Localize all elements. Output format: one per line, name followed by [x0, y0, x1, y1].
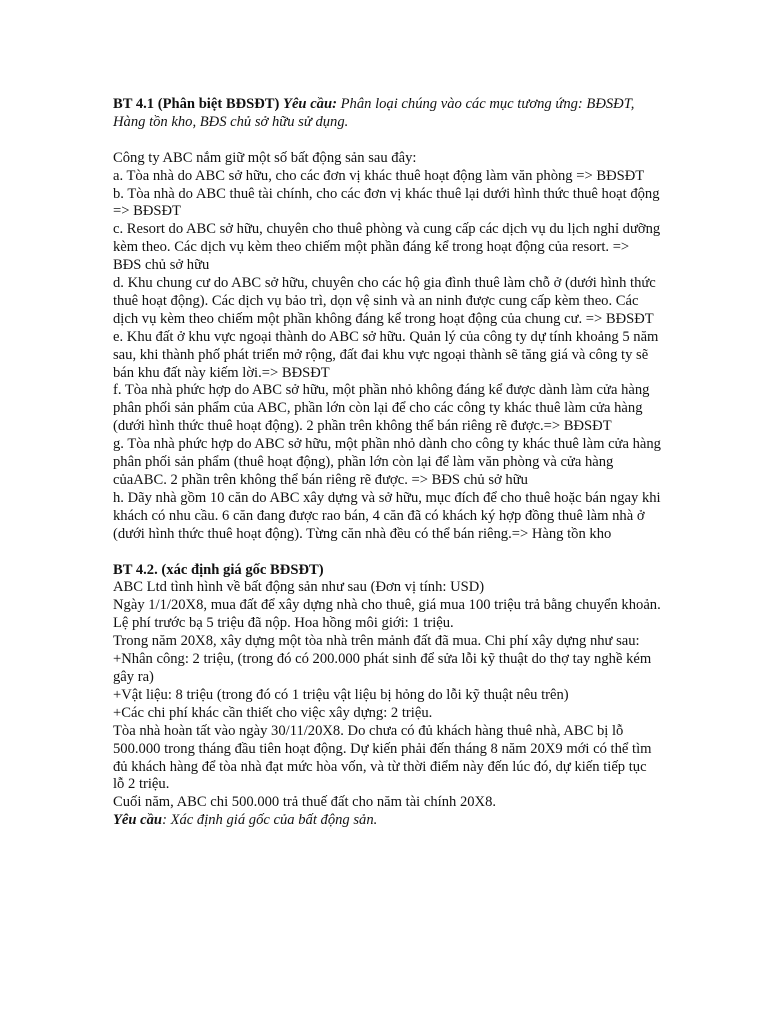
bt41-item-d: d. Khu chung cư do ABC sở hữu, chuyên cho các hộ gia đình thuê làm chỗ ở (dưới hình thức thuê hoạt động). Các dịch vụ bảo trì, dọn vệ sinh và an ninh được cung cấp kèm theo. Các dịch vụ kèm theo chiếm một phần không đáng kể trong hoạt động của chung cư. => BĐSĐT — [113, 275, 656, 327]
bt41-item-g: g. Tòa nhà phức hợp do ABC sở hữu, một phần nhỏ dành cho công ty khác thuê làm cửa hàng phân phối sản phẩm (thuê hoạt động), phần lớn còn lại để làm văn phòng và cửa hàng củaABC. 2 phần trên không thể bán riêng rẽ được. => BĐS chủ sở hữu — [113, 436, 661, 489]
bt42-line: +Vật liệu: 8 triệu (trong đó có 1 triệu vật liệu bị hỏng do lỗi kỹ thuật nêu trên) — [113, 686, 569, 703]
bt41-item-c: c. Resort do ABC sở hữu, chuyên cho thuê phòng và cung cấp các dịch vụ du lịch nghỉ dưỡng kèm theo. Các dịch vụ kèm theo chiếm một phần đáng kể trong hoạt động của resort. => BĐS chủ sở hữu — [113, 221, 661, 274]
bt41-intro: Công ty ABC nắm giữ một số bất động sản sau đây: — [113, 149, 417, 166]
bt41-item-a: a. Tòa nhà do ABC sở hữu, cho các đơn vị khác thuê hoạt động làm văn phòng => BĐSĐT — [113, 167, 645, 184]
blank-line — [113, 544, 661, 562]
bt41-item-b: b. Tòa nhà do ABC thuê tài chính, cho các đơn vị khác thuê lại dưới hình thức thuê hoạt động => BĐSĐT — [113, 185, 660, 220]
bt42-heading-text: . (xác định giá gốc BĐSĐT) — [154, 561, 324, 578]
bt41-item-h: h. Dãy nhà gồm 10 căn do ABC xây dựng và sở hữu, mục đích để cho thuê hoặc bán ngay khi khách có nhu cầu. 6 căn đang được rao bán, 4 căn đã có khách ký hợp đồng thuê làm nhà ở (dưới hình thức thuê hoạt động). Từng căn nhà đều có thể bán riêng.=> Hàng tồn kho — [113, 489, 661, 542]
bt42-heading-number: BT 4.2 — [113, 561, 155, 578]
bt41-item-e: e. Khu đất ở khu vực ngoại thành do ABC sở hữu. Quản lý của công ty dự tính khoảng 5 năm sau, khi thành phố phát triển mở rộng, đất đai khu vực ngoại thành sẽ tăng giá và công ty sẽ bán khu đất này kiếm lời.=> BĐSĐT — [113, 328, 659, 381]
bt42-line: Tòa nhà hoàn tất vào ngày 30/11/20X8. Do chưa có đủ khách hàng thuê nhà, ABC bị lỗ 500.000 trong tháng đầu tiên hoạt động. Dự kiến phải đến tháng 8 năm 20X9 mới có thể tìm đủ khách hàng để tòa nhà đạt mức hòa vốn, và từ thời điểm này đến lúc đó, dự kiến tiếp tục lỗ 2 triệu. — [113, 722, 652, 793]
bt42-line: +Các chi phí khác cần thiết cho việc xây dựng: 2 triệu. — [113, 704, 433, 721]
bt42-requirement-text: : Xác định giá gốc của bất động sản. — [162, 812, 378, 829]
bt42-requirement-label: Yêu cầu — [113, 812, 163, 829]
bt42-line: Trong năm 20X8, xây dựng một tòa nhà trên mảnh đất đã mua. Chi phí xây dựng như sau: — [113, 633, 640, 650]
bt41-title — [113, 96, 661, 132]
bt42-requirement — [113, 812, 661, 830]
bt42-title — [113, 562, 661, 580]
bt41-requirement-label: Yêu cầu: — [283, 96, 337, 112]
bt41-heading: BT 4.1 (Phân biệt BĐSĐT) — [113, 96, 280, 112]
blank-line — [113, 132, 661, 150]
bt41-item-f: f. Tòa nhà phức hợp do ABC sở hữu, một phần nhỏ không đáng kể được dành làm cửa hàng phân phối sản phẩm của ABC, phần lớn còn lại để cho các công ty khác thuê làm cửa hàng (dưới hình thức thuê hoạt động). 2 phần trên không thể bán riêng rẽ được.=> BĐSĐT — [113, 382, 650, 435]
bt42-line: Ngày 1/1/20X8, mua đất để xây dựng nhà cho thuê, giá mua 100 triệu trả bằng chuyển khoản. Lệ phí trước bạ 5 triệu đã nộp. Hoa hồng môi giới: 1 triệu. — [113, 597, 661, 632]
bt42-line: ABC Ltd tình hình về bất động sản như sau (Đơn vị tính: USD) — [113, 579, 485, 596]
bt41-requirement-text: Phân loại chúng vào các mục tương ứng: BĐSĐT, Hàng tồn kho, BĐS chủ sở hữu sử dụng. — [113, 96, 635, 130]
document-page — [113, 96, 661, 830]
bt42-line: Cuối năm, ABC chi 500.000 trả thuế đất cho năm tài chính 20X8. — [113, 794, 497, 811]
bt42-line: +Nhân công: 2 triệu, (trong đó có 200.000 phát sinh để sửa lỗi kỹ thuật do thợ tay nghề kém gây ra) — [113, 651, 652, 685]
